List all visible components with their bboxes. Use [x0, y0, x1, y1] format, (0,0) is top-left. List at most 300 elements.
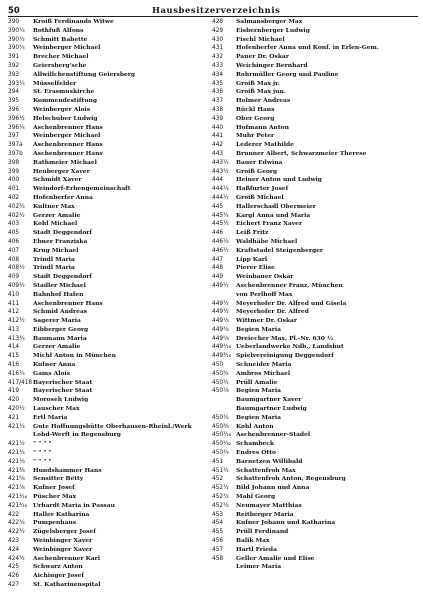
owner-entry — [212, 71, 420, 80]
owner-entry — [8, 370, 214, 379]
house-number: 415 — [8, 353, 20, 360]
house-number: 443¼ — [212, 159, 229, 166]
owner-entry — [212, 106, 420, 115]
owner-name: Weinbinger Xaver — [33, 537, 93, 545]
owner-entry — [8, 458, 214, 467]
house-number: 392 — [8, 62, 20, 69]
owner-name: Gute Hoffnungshütte Oberhausen-Rheinl./Werk — [33, 422, 192, 430]
house-number: 429 — [212, 27, 224, 34]
owner-entry — [212, 379, 420, 388]
owner-name: Muhr Peter — [236, 132, 275, 140]
owner-name: Groiß Michael — [236, 193, 284, 201]
house-number: 417/418 — [8, 379, 33, 386]
owner-name: Sagerer Maria — [33, 317, 81, 325]
owner-name: Begien Maria — [236, 387, 282, 395]
owner-entry — [8, 132, 214, 141]
owner-name: Rathmeier Michael — [33, 158, 97, 166]
owner-entry — [212, 62, 420, 71]
house-number: 414 — [8, 344, 20, 351]
owner-entry — [212, 343, 420, 352]
house-number: 409½ — [8, 282, 25, 289]
house-number: 449⅜ — [212, 326, 229, 333]
owner-entry — [8, 256, 214, 265]
house-number: 420 — [8, 397, 20, 404]
owner-name: Gerzer Amalie — [33, 211, 81, 219]
owner-entry — [8, 528, 214, 537]
house-number: 448 — [212, 265, 224, 272]
house-number: 434 — [212, 71, 224, 78]
owner-entry — [8, 467, 214, 476]
owner-entry — [212, 537, 420, 546]
owner-name: Weichinger Bernhard — [236, 61, 308, 69]
owner-entry — [8, 80, 214, 89]
house-number: 390½ — [8, 36, 25, 43]
owner-entry — [212, 502, 420, 511]
house-number: 421⅝ — [8, 476, 25, 483]
owner-entry — [212, 484, 420, 493]
owner-entry — [8, 150, 214, 159]
house-number: 411 — [8, 300, 20, 307]
page-title: Hausbesitzerverzeichnis — [152, 5, 281, 15]
house-number: 421½ — [8, 441, 25, 448]
owner-name: Schambeck — [236, 440, 275, 448]
owner-entry — [212, 291, 420, 300]
owner-name: Trindl Maria — [33, 255, 75, 263]
house-number: 446¼ — [212, 238, 229, 245]
owner-entry — [8, 124, 214, 133]
owner-name: Prüll Amalie — [236, 378, 278, 386]
owner-name: Pierer Elise — [236, 264, 275, 272]
owner-name: Aschenbrenner Hans — [33, 299, 103, 307]
house-number: 421⅞ — [8, 485, 25, 492]
owner-entry — [212, 555, 420, 564]
owner-entry — [8, 229, 214, 238]
house-number: 447 — [212, 256, 224, 263]
owner-entry — [212, 115, 420, 124]
owner-entry — [212, 370, 420, 379]
owner-name: Leiß Fritz — [236, 229, 269, 237]
owner-name: Bahnhof Hafen — [33, 290, 84, 298]
house-number: 421³⁄₁₆ — [8, 502, 28, 509]
owner-name: Ueberlandwerke Ndb., Landshut — [236, 343, 344, 351]
owner-entry — [212, 150, 420, 159]
owner-entry — [212, 168, 420, 177]
owner-entry — [212, 300, 420, 309]
owner-name: Mahl Georg — [236, 493, 276, 501]
house-number: 396½ — [8, 115, 25, 122]
owner-name: " " " " — [33, 457, 52, 465]
owner-name: Ober Georg — [236, 114, 275, 122]
owner-entry — [212, 229, 420, 238]
owner-entry — [212, 387, 420, 396]
house-number: 424 — [8, 546, 20, 553]
owner-entry — [212, 18, 420, 27]
house-number: 397b — [8, 150, 23, 157]
owner-entry — [8, 431, 214, 440]
owner-entry — [212, 80, 420, 89]
owner-name: Schmidt Xaver — [33, 176, 82, 184]
owner-name: Brunner Albert, Schwarzmeier Therese — [236, 149, 367, 157]
owner-name: St. Katharinenspital — [33, 581, 101, 588]
house-number: 391 — [8, 54, 20, 61]
header-rule — [8, 16, 418, 17]
house-number: 396 — [8, 106, 20, 113]
owner-name: Baumann Maria — [33, 334, 87, 342]
owner-name: Hofenberfer Anna und Konf. in Erlen-Gem. — [236, 44, 379, 52]
owner-name: Schattenfroh Anton, Regensburg — [236, 475, 346, 483]
owner-name: Stadt Deggendorf — [33, 273, 92, 281]
house-number: 421⅛ — [8, 458, 25, 465]
owner-entry — [212, 220, 420, 229]
house-number: 439 — [212, 115, 224, 122]
owner-name: Begien Maria — [236, 413, 282, 421]
owner-entry — [8, 405, 214, 414]
owner-name: Kommendestiftung — [33, 97, 98, 105]
house-number: 456 — [212, 538, 224, 545]
owner-entry — [8, 475, 214, 484]
house-number: 421 — [8, 414, 20, 421]
owner-name: Aschenbrenner Karl — [33, 554, 101, 562]
owner-entry — [212, 308, 420, 317]
owner-entry — [212, 273, 420, 282]
house-number: 423 — [8, 538, 20, 545]
owner-entry — [212, 458, 420, 467]
house-number: 393 — [8, 71, 20, 78]
owner-name: Kargl Anna und Maria — [236, 211, 311, 219]
owner-name: Müsselfelder — [33, 79, 77, 87]
house-number: 450¹⁄₁₆ — [212, 432, 232, 439]
house-number: 436 — [212, 89, 224, 96]
owner-name: Kohl Anton — [236, 422, 274, 430]
house-number: 432 — [212, 54, 224, 61]
owner-name: Groiß Georg — [236, 167, 278, 175]
owner-name: Balik Max — [236, 537, 270, 545]
owner-entry — [212, 475, 420, 484]
owner-entry — [8, 18, 214, 27]
house-number: 395 — [8, 98, 20, 105]
house-number: 449½ — [212, 300, 229, 307]
owner-name: Pumpenhaus — [33, 519, 77, 527]
owner-name: Hartl Frieda — [236, 545, 277, 553]
house-number: 416 — [8, 362, 20, 369]
house-number: 407 — [8, 247, 20, 254]
owner-name: Weindorf-Erbengemeinschaft — [33, 185, 131, 193]
owner-name: Rothfuß Alfons — [33, 26, 84, 34]
owner-entry — [212, 423, 420, 432]
owner-entry — [212, 511, 420, 520]
owner-entry — [8, 203, 214, 212]
owner-entry — [212, 326, 420, 335]
owner-name: Hallerschadl Obermeier — [236, 202, 316, 210]
owner-name: Rohrmüller Georg und Pauline — [236, 70, 339, 78]
house-number: 449¹⁄₁₆ — [212, 344, 232, 351]
house-number: 449 — [212, 274, 224, 281]
owner-entry — [8, 387, 214, 396]
owner-name: Trindl Maria — [33, 264, 75, 272]
owner-entry — [212, 414, 420, 423]
owner-name: Groiß Max jr. — [236, 79, 280, 87]
house-number: 424½ — [8, 555, 25, 562]
owner-entry — [212, 27, 420, 36]
owner-entry — [212, 256, 420, 265]
house-number: 419 — [8, 388, 20, 395]
owner-entry — [212, 124, 420, 133]
owner-entry — [8, 335, 214, 344]
owner-name: Kroiß Ferdinands Witwe — [33, 18, 114, 25]
house-number: 443 — [212, 150, 224, 157]
house-number: 400 — [8, 177, 20, 184]
house-number: 408½ — [8, 265, 25, 272]
owner-name: Dreiecher Max, Pl.-Nr. 630 ½ — [236, 334, 334, 342]
owner-name: Sensitter Betty — [33, 475, 84, 483]
owner-name: Gams Alois — [33, 369, 71, 377]
house-number: 398 — [8, 159, 20, 166]
owner-entry — [8, 343, 214, 352]
owner-name: Michl Anton in München — [33, 352, 116, 360]
owner-name: Kraftstadel Steigenberger — [236, 246, 324, 254]
house-number: 450¹⁄₃₂ — [212, 441, 232, 448]
house-number: 405 — [8, 230, 20, 237]
owner-entry — [8, 493, 214, 502]
owner-entry — [212, 185, 420, 194]
owner-name: Püscher Max — [33, 493, 76, 501]
house-number: 426 — [8, 573, 20, 580]
owner-name: Kohl Michael — [33, 220, 78, 228]
house-number: 428 — [212, 19, 224, 25]
house-number: 431 — [212, 45, 224, 52]
owner-entry — [212, 467, 420, 476]
owner-entry — [8, 519, 214, 528]
owner-entry — [8, 53, 214, 62]
house-number: 433 — [212, 62, 224, 69]
owner-entry — [8, 106, 214, 115]
house-number: 449³⁄₁₆ — [212, 353, 232, 360]
owner-name: Haßfurter Josef — [236, 185, 289, 193]
owner-entry — [212, 317, 420, 326]
house-number: 393¼ — [8, 80, 25, 87]
owner-entry — [8, 97, 214, 106]
house-number: 421¹⁄₁₆ — [8, 494, 28, 501]
owner-name: Schmitt Babette — [33, 35, 88, 43]
house-number: 450 — [212, 362, 224, 369]
owner-entry — [212, 194, 420, 203]
owner-entry — [8, 168, 214, 177]
owner-entry — [8, 36, 214, 45]
house-number: 449⅝ — [212, 335, 229, 342]
house-number: 430 — [212, 36, 224, 43]
owner-entry — [8, 572, 214, 581]
owner-name: Ertl Maria — [33, 413, 68, 421]
owner-entry — [8, 247, 214, 256]
owner-name: Wittmer Dr. Oskar — [236, 317, 298, 325]
house-number: 421¾ — [8, 450, 25, 457]
owner-entry — [212, 282, 420, 291]
owner-entry — [212, 361, 420, 370]
owner-name: Baumgartner Xaver — [236, 396, 302, 404]
house-number: 422 — [8, 511, 20, 518]
owner-name: Weinbinger Xaver — [33, 545, 93, 553]
owner-name: Urhardt Maria in Passau — [33, 501, 115, 509]
owner-name: Stadler Michael — [33, 281, 86, 289]
owner-name: Weinberger Michael — [33, 132, 101, 140]
house-number: 425 — [8, 564, 20, 571]
owner-name: Baumgartner Ludwig — [236, 405, 307, 413]
house-number: 420½ — [8, 406, 25, 413]
owner-entry — [8, 141, 214, 150]
house-number: 446 — [212, 230, 224, 237]
house-number: 441 — [212, 133, 224, 140]
owner-name: Rückl Hans — [236, 105, 275, 113]
house-number: 427 — [8, 582, 20, 588]
owner-name: Stadt Deggendorf — [33, 229, 92, 237]
owner-name: Geller Amalie und Elise — [236, 554, 315, 562]
owner-name: von Perlhoff Max — [236, 290, 293, 298]
house-number: 451 — [212, 458, 224, 465]
owner-name: Barnetzen Willibald — [236, 457, 303, 465]
owner-entry — [8, 115, 214, 124]
house-number: 444½ — [212, 194, 229, 201]
owner-name: Aschenbrenner Hans — [33, 123, 103, 131]
owner-name: Aschenbrenner Hans — [33, 141, 103, 149]
house-number: 458 — [212, 555, 224, 562]
owner-name: Gerzer Amalie — [33, 343, 81, 351]
owner-name: Spielvereinigung Deggendorf — [236, 352, 334, 360]
owner-name: Heuberger Xaver — [33, 167, 90, 175]
house-number: 397 — [8, 133, 20, 140]
owner-name: Waldhäbe Michael — [236, 237, 298, 245]
owner-entry — [8, 194, 214, 203]
house-number: 402¼ — [8, 203, 25, 210]
owner-name: Begien Maria — [236, 325, 282, 333]
house-number: 421¼ — [8, 423, 25, 430]
house-number: 450¾ — [212, 414, 229, 421]
owner-name: Meyerhofer Dr. Alfred und Gisela — [236, 299, 347, 307]
house-number: 445¼ — [212, 212, 229, 219]
owner-entry — [8, 238, 214, 247]
owner-name: Brecher Michael — [33, 53, 89, 61]
owner-name: Hofmann Anton — [236, 123, 289, 131]
house-number: 390¾ — [8, 45, 25, 52]
owner-name: Weinberger Alois — [33, 105, 91, 113]
owner-entry — [8, 291, 214, 300]
owner-entry — [8, 563, 214, 572]
owner-entry — [8, 273, 214, 282]
owner-name: Schattenfroh Max — [236, 466, 296, 474]
house-number: 457 — [212, 546, 224, 553]
house-number: 440 — [212, 124, 224, 131]
house-number: 408 — [8, 256, 20, 263]
owner-entry — [212, 132, 420, 141]
owner-name: Ebner Franziska — [33, 237, 88, 245]
owner-name: St. Erasmuskirche — [33, 88, 95, 96]
house-number: 406 — [8, 238, 20, 245]
owner-entry — [8, 317, 214, 326]
house-number: 453 — [212, 511, 224, 518]
owner-entry — [8, 484, 214, 493]
owner-entry — [212, 396, 420, 405]
owner-entry — [212, 176, 420, 185]
owner-name: Schwarz Anton — [33, 563, 83, 571]
house-number: 437 — [212, 98, 224, 105]
owner-entry — [8, 502, 214, 511]
owner-entry — [212, 53, 420, 62]
owner-name: Kufner Anna — [33, 361, 76, 369]
owner-name: Aschenbrenner Franz, München — [236, 281, 343, 289]
owner-entry — [8, 176, 214, 185]
owner-entry — [8, 308, 214, 317]
owner-entry — [212, 546, 420, 555]
house-number: 390 — [8, 19, 20, 25]
owner-entry — [212, 352, 420, 361]
owner-entry — [212, 159, 420, 168]
owner-name: Aschenbrenner Hans — [33, 149, 103, 157]
house-number: 450½ — [212, 379, 229, 386]
owner-name: Pauer Dr. Oskar — [236, 53, 289, 61]
owner-name: Weinbauer Oskar — [236, 273, 294, 281]
owner-entry — [212, 44, 420, 53]
owner-entry — [212, 247, 420, 256]
house-number: 442 — [212, 142, 224, 149]
owner-name: Helschuber Ludwig — [33, 114, 98, 122]
house-number: 452¾ — [212, 494, 229, 501]
house-number: 454 — [212, 520, 224, 527]
owner-name: Zügelsberger Josef — [33, 528, 96, 536]
owner-entry — [8, 220, 214, 229]
house-number: 450¼ — [212, 370, 229, 377]
house-number: 449½ — [212, 309, 229, 316]
owner-entry — [212, 212, 420, 221]
owner-name: Eisbernberger Ludwig — [236, 26, 310, 34]
house-number: 445 — [212, 203, 224, 210]
owner-entry — [8, 555, 214, 564]
owner-name: Kufner Johann und Katharina — [236, 519, 336, 527]
owner-name: Moroseh Ludwig — [33, 396, 89, 404]
owner-name: Eichert Franz Xaver — [236, 220, 303, 228]
house-number: 422½ — [8, 529, 25, 536]
owner-name: Aichinger Josef — [33, 572, 84, 580]
owner-entry — [8, 546, 214, 555]
owner-name: Bayerischer Staat — [33, 387, 93, 395]
owner-entry — [8, 581, 214, 590]
owner-entry — [212, 203, 420, 212]
house-number: 450¾ — [212, 450, 229, 457]
house-number: 452½ — [212, 485, 229, 492]
owner-name: Leimer Maria — [236, 563, 282, 571]
page-number: 50 — [8, 5, 20, 15]
owner-name: Bayerischer Staat — [33, 378, 93, 386]
owner-name: Salmansberger Max — [236, 18, 303, 25]
owner-entry — [212, 97, 420, 106]
owner-name: Lohd-Werft in Regensburg — [33, 431, 121, 439]
owner-entry — [8, 537, 214, 546]
owner-name: Hofenberfer Anna — [33, 193, 93, 201]
owner-entry — [8, 423, 214, 432]
house-number: 403 — [8, 221, 20, 228]
house-number: 416¼ — [8, 370, 25, 377]
house-number: 450⅜ — [212, 423, 229, 430]
owner-entry — [212, 36, 420, 45]
owner-entry — [8, 212, 214, 221]
house-number: 444¼ — [212, 186, 229, 193]
owner-name: Fischl Michael — [236, 35, 285, 43]
owner-name: Groiß Max jun. — [236, 88, 286, 96]
owner-name: Kultner Max — [33, 202, 75, 210]
owner-name: Schneider Maria — [236, 361, 292, 369]
owner-name: Prüll Ferdinand — [236, 528, 289, 536]
house-number: 410 — [8, 291, 20, 298]
owner-name: Allwillchenstiftung Geiersberg — [33, 70, 136, 78]
house-number: 452 — [212, 476, 224, 483]
